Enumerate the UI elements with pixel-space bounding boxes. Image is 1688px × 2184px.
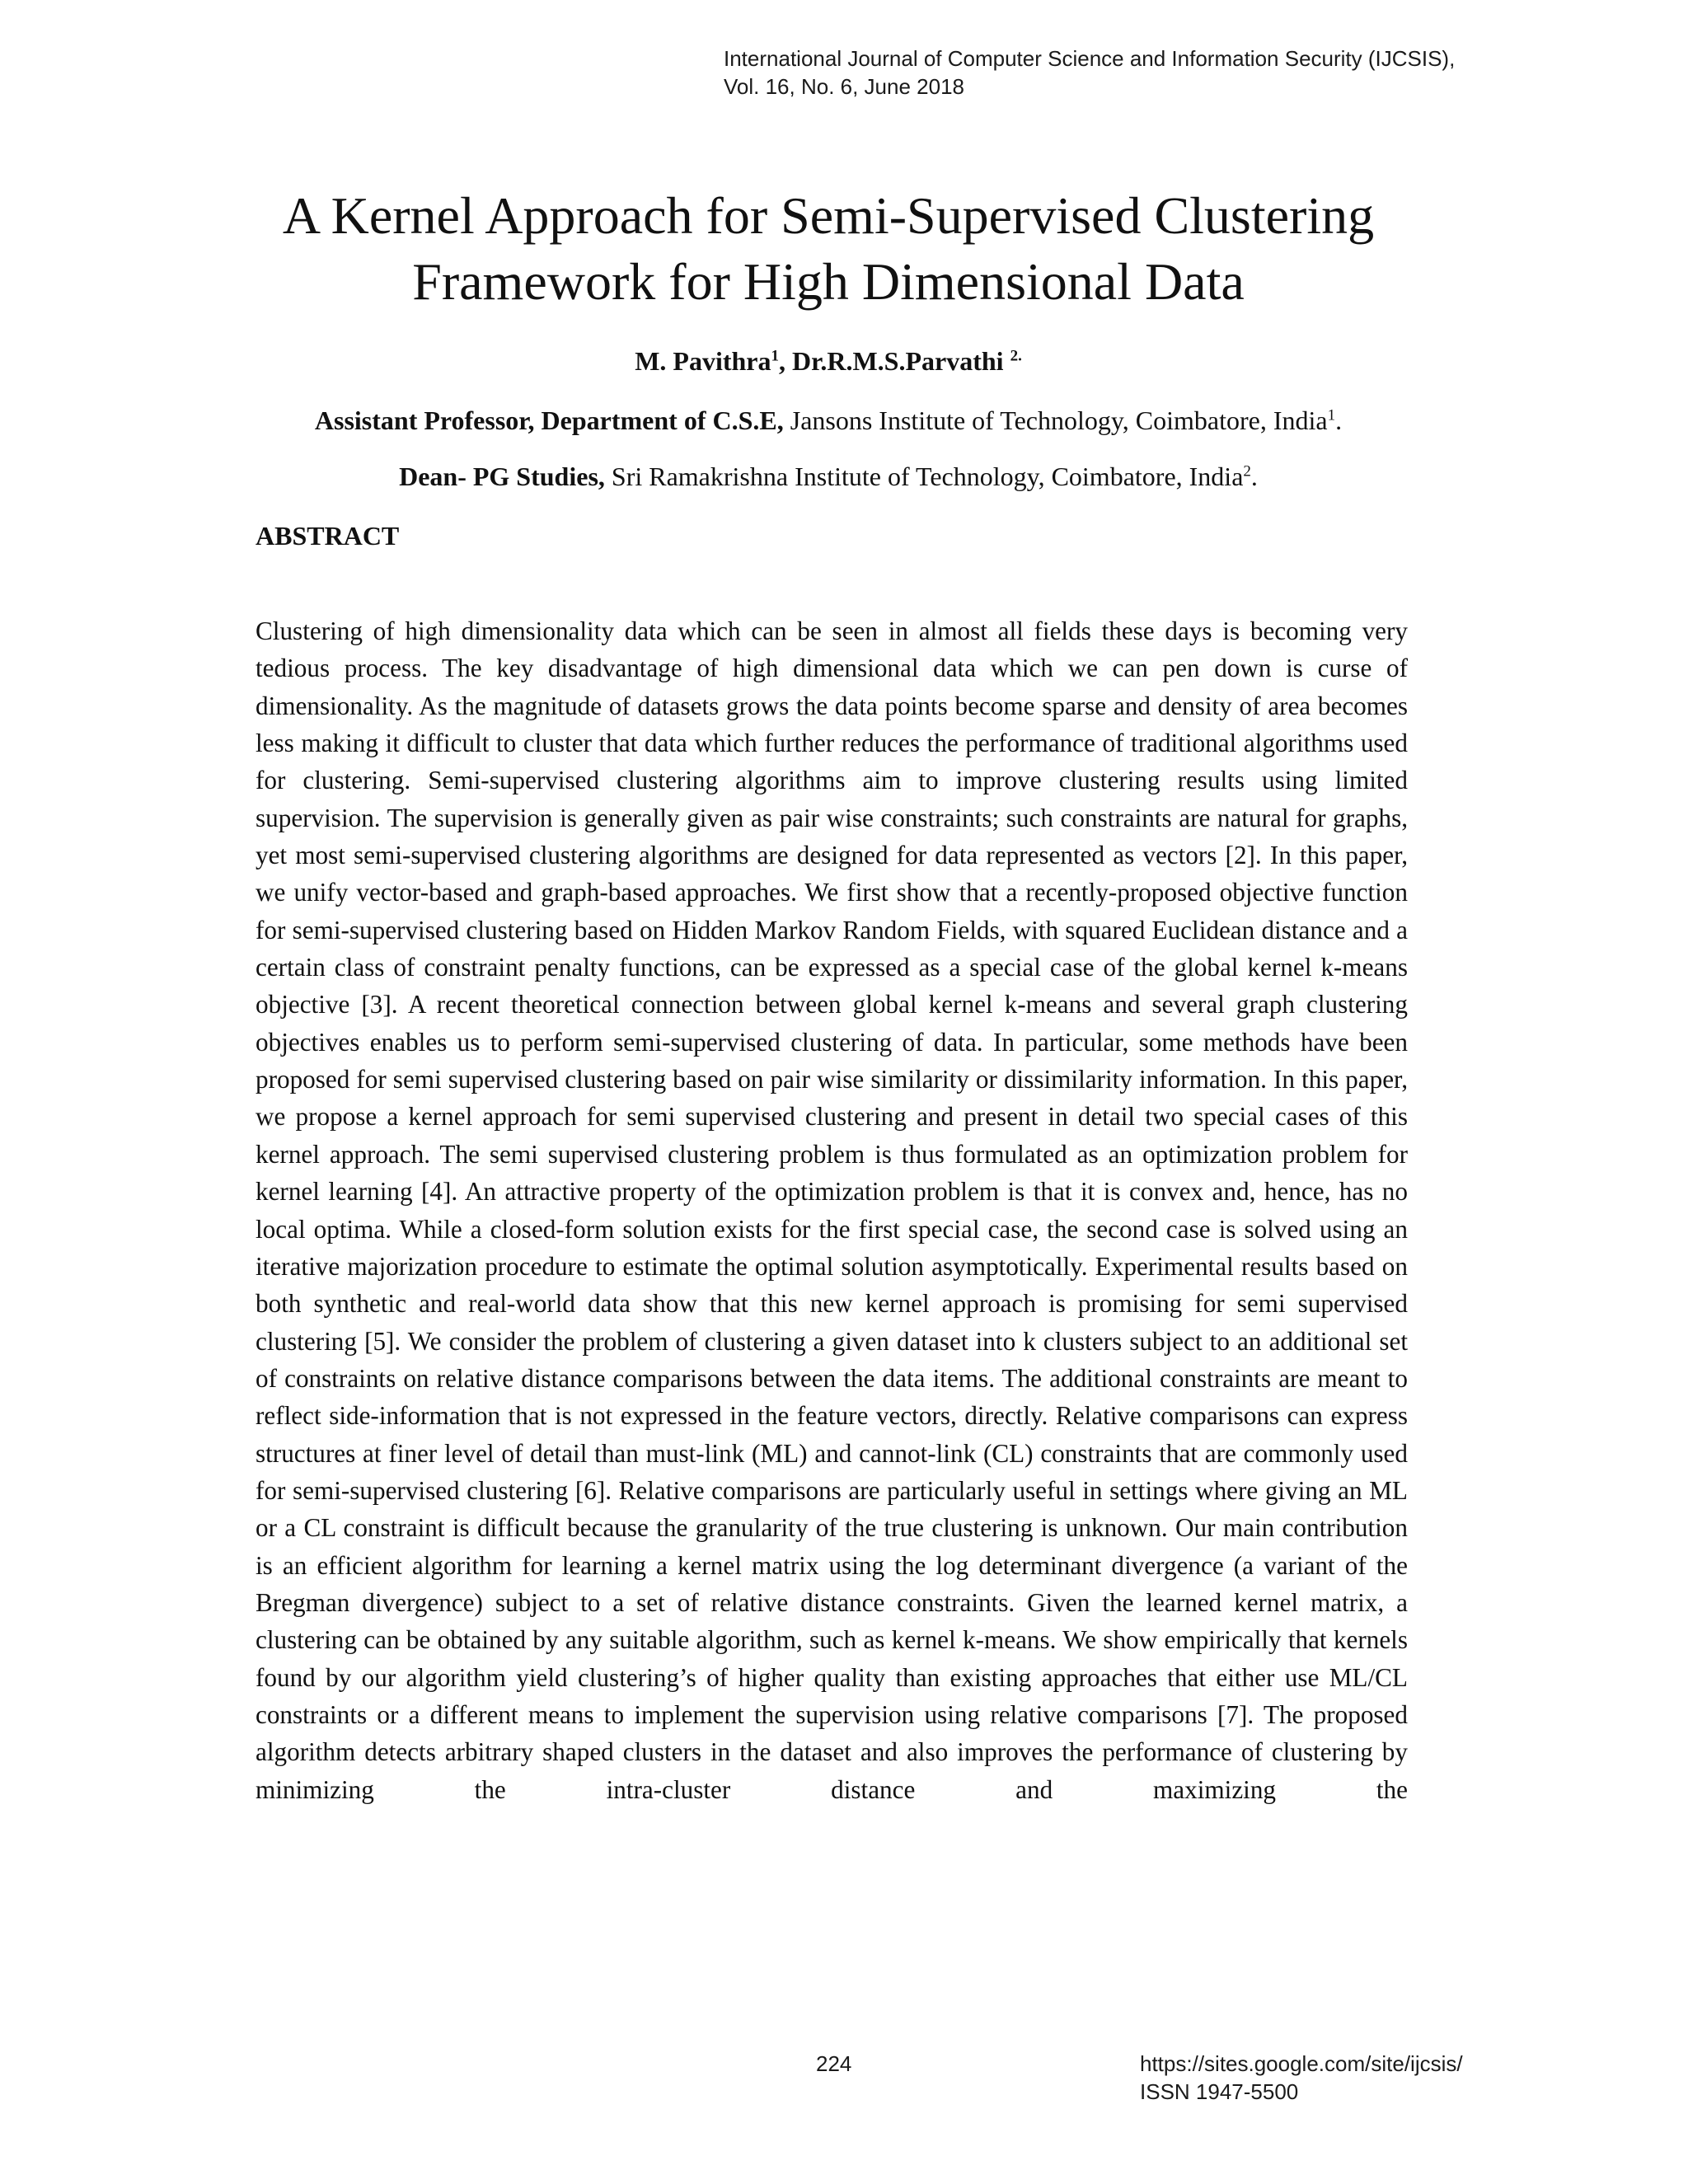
journal-header xyxy=(724,45,1455,101)
journal-name: International Journal of Computer Science and Information Security (IJCSIS), xyxy=(724,46,1456,71)
affiliation-role: Dean- PG Studies, xyxy=(399,462,605,491)
footer-info xyxy=(1140,2050,1463,2106)
journal-volume: Vol. 16, No. 6, June 2018 xyxy=(724,74,964,99)
page-number: 224 xyxy=(816,2051,852,2076)
paper-title-line-2: Framework for High Dimensional Data xyxy=(412,252,1245,311)
author-affiliation-marker: 1 xyxy=(771,347,779,365)
author-name: M. Pavithra xyxy=(635,346,771,376)
author-list xyxy=(124,344,1533,377)
author-name: Dr.R.M.S.Parvathi xyxy=(791,346,1004,376)
affiliation-1 xyxy=(124,404,1533,437)
author-affiliation-marker: 2. xyxy=(1010,347,1022,365)
paper-title xyxy=(124,183,1533,315)
affiliation-end: . xyxy=(1250,462,1258,491)
abstract-heading: ABSTRACT xyxy=(256,521,400,551)
journal-url: https://sites.google.com/site/ijcsis/ xyxy=(1140,2051,1463,2076)
abstract-body: Clustering of high dimensionality data which can be seen in almost all fields these days is becoming very tedious process. The key disadvantage of high dimensional data which we can pen down is curse of dimensionality. As the magnitude of datasets grows the data points become sparse and density of area becomes less making it difficult to cluster that data which further reduces the performance of traditional algorithms used for clustering. Semi-supervised clustering algorithms aim to improve clustering results using limited supervision. The supervision is generally given as pair wise constraints; such constraints are natural for graphs, yet most semi-supervised clustering algorithms are designed for data represented as vectors [2]. In this paper, we unify vector-based and graph-based approaches. We first show that a recently-proposed objective function for semi-supervised clustering based on Hidden Markov Random Fields, with squared Euclidean distance and a certain class of constraint penalty functions, can be expressed as a special case of the global kernel k-means objective [3]. A recent theoretical connection between global kernel k-means and several graph clustering objectives enables us to perform semi-supervised clustering of data. In particular, some methods have been proposed for semi supervised clustering based on pair wise similarity or dissimilarity information. In this paper, we propose a kernel approach for semi supervised clustering and present in detail two special cases of this kernel approach. The semi supervised clustering problem is thus formulated as an optimization problem for kernel learning [4]. An attractive property of the optimization problem is that it is convex and, hence, has no local optima. While a closed-form solution exists for the first special case, the second case is solved using an iterative majorization procedure to estimate the optimal solution asymptotically. Experimental results based on both synthetic and real-world data show that this new kernel approach is promising for semi supervised clustering [5]. We consider the problem of clustering a given dataset into k clusters subject to an additional set of constraints on relative distance comparisons between the data items. The additional constraints are meant to reflect side-information that is not expressed in the feature vectors, directly. Relative comparisons can express structures at finer level of detail than must-link (ML) and cannot-link (CL) constraints that are commonly used for semi-supervised clustering [6]. Relative comparisons are particularly useful in settings where giving an ML or a CL constraint is difficult because the granularity of the true clustering is unknown. Our main contribution is an efficient algorithm for learning a kernel matrix using the log determinant divergence (a variant of the Bregman divergence) subject to a set of relative distance constraints. Given the learned kernel matrix, a clustering can be obtained by any suitable algorithm, such as kernel k-means. We show empirically that kernels found by our algorithm yield clustering’s of higher quality than existing approaches that either use ML/CL constraints or a different means to implement the supervision using relative comparisons [7]. The proposed algorithm detects arbitrary shaped clusters in the dataset and also improves the performance of clustering by minimizing the intra-cluster distance and maximizing the xyxy=(256,616,1408,1804)
affiliation-marker: 1 xyxy=(1327,406,1336,424)
affiliation-role: Assistant Professor, Department of C.S.E, xyxy=(314,405,784,435)
affiliation-institution: Jansons Institute of Technology, Coimbatore, India xyxy=(783,405,1328,435)
affiliation-end: . xyxy=(1335,405,1343,435)
paper-title-line-1: A Kernel Approach for Semi-Supervised Clustering xyxy=(282,186,1375,245)
author-separator: , xyxy=(778,346,792,376)
affiliation-institution: Sri Ramakrishna Institute of Technology, Coimbatore, India xyxy=(604,462,1244,491)
affiliation-marker: 2 xyxy=(1243,462,1251,480)
affiliation-2 xyxy=(124,460,1533,493)
issn: ISSN 1947-5500 xyxy=(1140,2079,1299,2104)
